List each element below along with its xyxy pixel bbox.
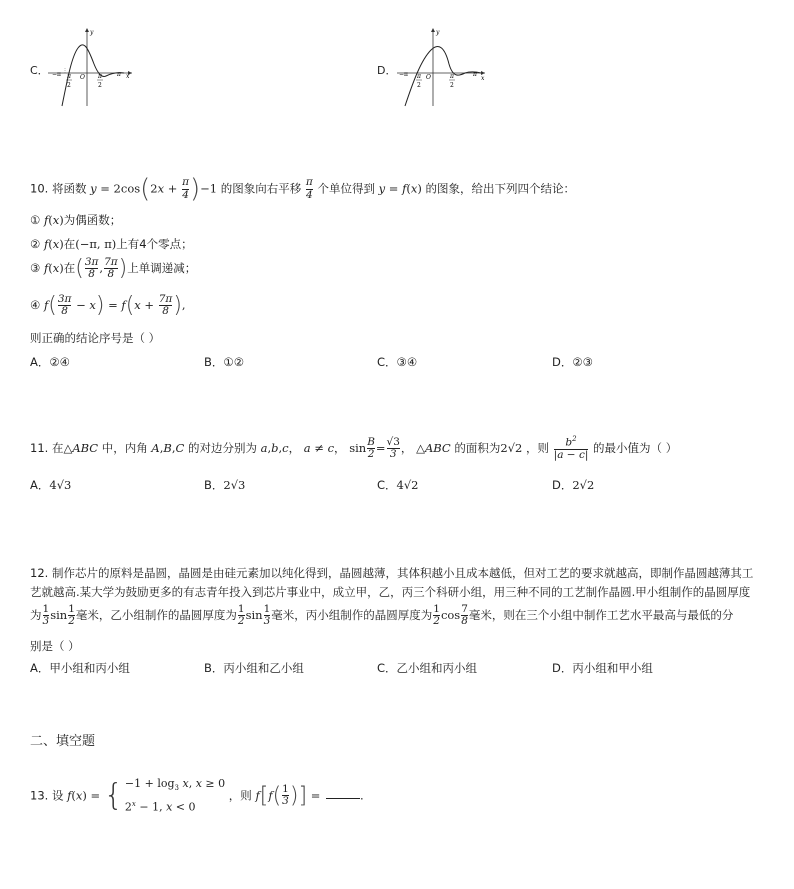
q11-option-c[interactable]: C．4√2 — [377, 478, 419, 492]
svg-text:2: 2 — [417, 82, 421, 89]
q10-conclusion-1: ① f(x)为偶函数； — [30, 213, 122, 227]
option-c-label: C． — [30, 64, 49, 77]
q12-line-2: 艺就越高.某大学为鼓励更多的有志青年投入到芯片事业中，成立甲，乙，丙三个科研小组，用三种不同的工艺制作晶圆.甲小组制作的晶圆厚度 — [30, 585, 751, 599]
q10-option-d[interactable]: D．②③ — [552, 355, 593, 369]
q11-stem: 11. 在△ABC 中，内角 A,B,C 的对边分别为 a,b,c， a ≠ c， sin $\frac{B}{2}$ = $\frac{√3}{3}$ ， △ABC 的面积为2√2 ，则 $\frac{b^2}{|a - c|}$ 的最小值为（ ） — [30, 435, 678, 461]
svg-text:O: O — [80, 74, 85, 81]
option-d-label: D． — [377, 64, 397, 77]
svg-text:π: π — [67, 73, 71, 80]
q10-conclusion-3: ③ f(x)在( $\frac{3\pi}{8}$ , $\frac{7\pi}{8}$ )上单调递减； — [30, 255, 197, 281]
svg-text:π: π — [473, 71, 477, 78]
svg-text:x: x — [126, 73, 130, 80]
svg-text:π: π — [417, 73, 421, 80]
graph-c-tick-neg-pi: −π — [52, 71, 61, 78]
q10-conclusion-2: ② f(x)在(−π, π)上有4个零点； — [30, 237, 193, 251]
graph-c — [44, 26, 144, 108]
q10-ask: 则正确的结论序号是（ ） — [30, 331, 161, 345]
q10-stem: 10. 将函数 y = 2cos(2x + $\frac{\pi}{4}$ )−1 的图象向右平移 $\frac{\pi}{4}$ 个单位得到 y = f(x) 的图象，给出下列四个结论： — [30, 174, 575, 204]
q13-answer-blank[interactable] — [326, 798, 360, 799]
svg-text:y: y — [436, 29, 440, 36]
svg-text:2: 2 — [67, 82, 71, 89]
graph-d — [393, 26, 493, 108]
q10-option-a[interactable]: A．②④ — [30, 355, 70, 369]
q10-option-c[interactable]: C．③④ — [377, 355, 418, 369]
svg-text:2: 2 — [450, 82, 454, 89]
q12-line-4: 别是（ ） — [30, 639, 80, 653]
q11-option-b[interactable]: B．2√3 — [204, 478, 246, 492]
q11-option-a[interactable]: A．4√3 — [30, 478, 72, 492]
svg-text:y: y — [90, 29, 94, 36]
q12-option-d[interactable]: D．丙小组和甲小组 — [552, 661, 653, 675]
q11-option-d[interactable]: D．2√2 — [552, 478, 595, 492]
svg-text:−π: −π — [399, 71, 408, 78]
section-fill-in-title: 二、填空题 — [30, 734, 96, 749]
svg-text:O: O — [426, 74, 431, 81]
q12-option-a[interactable]: A．甲小组和丙小组 — [30, 661, 130, 675]
q10-option-b[interactable]: B．①② — [204, 355, 245, 369]
q12-option-c[interactable]: C．乙小组和丙小组 — [377, 661, 478, 675]
q12-option-b[interactable]: B．丙小组和乙小组 — [204, 661, 304, 675]
svg-text:2: 2 — [98, 82, 102, 89]
svg-text:π: π — [98, 73, 102, 80]
svg-text:x: x — [481, 75, 485, 82]
q12-line-3: 为 $\frac{1}{3}$ sin $\frac{1}{2}$ 毫米，乙小组制作的晶圆厚度为 $\frac{1}{2}$ sin $\frac{1}{3}$ 毫米，丙小组制作的晶圆厚度为 $\frac{1}{2}$ cos $\frac{7}{8}$ 毫米，则在三个小组中制作工艺水平最高与最低的分 — [30, 603, 734, 628]
svg-text:π: π — [117, 71, 121, 78]
svg-text:π: π — [450, 73, 454, 80]
q12-line-1: 12. 制作芯片的原料是晶圆，晶圆是由硅元素加以纯化得到，晶圆越薄，其体积越小且成本越低，但对工艺的要求就越高，即制作晶圆越薄其工 — [30, 566, 754, 580]
q13-stem: 13. 设 f(x) = { $-1 + \log_3 x$, x ≥ 0 $2^x - 1$, x < 0 ，则 f[f( $\frac{1}{3}$ )] = . — [30, 777, 364, 814]
q10-conclusion-4: ④ f( $\frac{3\pi}{8}$ − x) = f(x + $\frac{7\pi}{8}$ ), — [30, 292, 186, 318]
